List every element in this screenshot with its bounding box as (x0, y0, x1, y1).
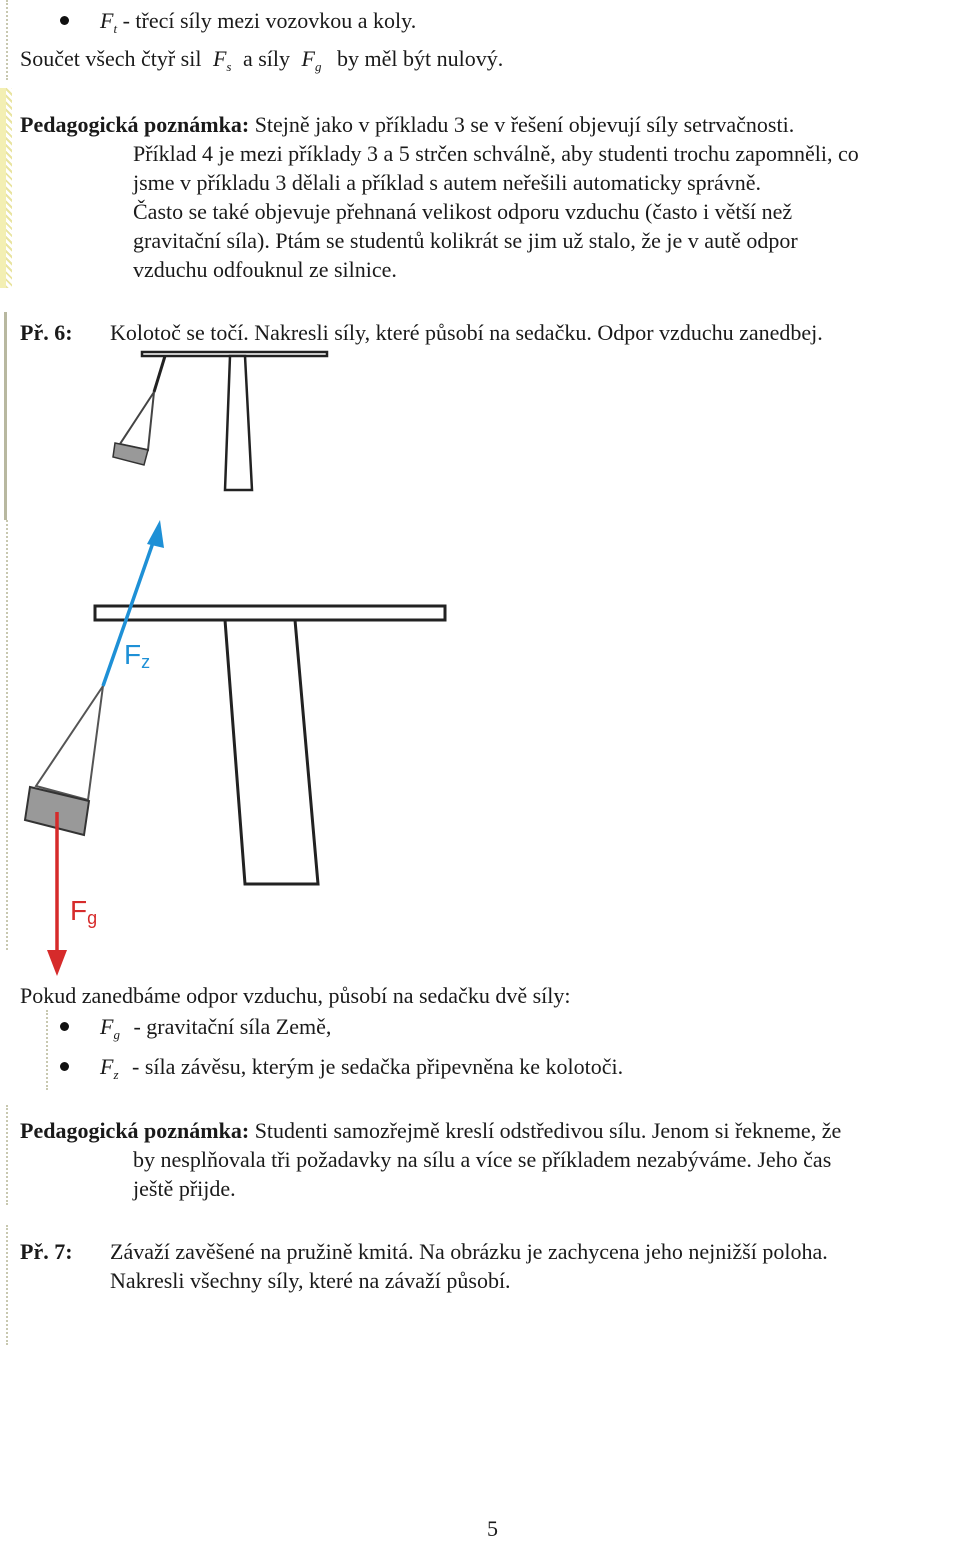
note-label: Pedagogická poznámka: (20, 1118, 250, 1143)
sum-suffix: by měl být nulový. (337, 46, 504, 71)
answer-item-fg (100, 1012, 331, 1049)
bullet (60, 16, 69, 25)
force-subscript: g (315, 59, 322, 74)
seat-hanger (120, 392, 154, 450)
margin-marker (6, 1225, 8, 1345)
force-symbol: F (100, 1014, 114, 1039)
bullet-item-ft (100, 6, 416, 43)
note-line: Stejně jako v příkladu 3 se v řešení objevují síly setrvačnosti. (254, 112, 795, 137)
force-symbol: F (301, 46, 315, 71)
carousel-diagram-small (0, 340, 340, 500)
bullet (60, 1062, 69, 1071)
bullet-text: - třecí síly mezi vozovkou a koly. (117, 8, 417, 33)
fz-label: Fz (124, 639, 151, 672)
example-label: Př. 6: (20, 320, 73, 345)
note-line: gravitační síla). Ptám se studentů kolikrát se jim už stalo, že je v autě odpor (133, 228, 798, 253)
margin-marker (6, 0, 8, 80)
force-subscript: g (113, 1027, 120, 1042)
note-line: ještě přijde. (133, 1176, 236, 1201)
force-subscript: t (113, 21, 118, 36)
seat-hanger (36, 686, 103, 800)
fg-label: Fg (70, 895, 98, 928)
example-text: Závaží zavěšené na pružině kmitá. Na obrázku je zachycena jeho nejnižší poloha. (110, 1239, 828, 1264)
note-line: Často se také objevuje přehnaná velikost odporu vzduchu (často i větší než (133, 199, 793, 224)
carousel-diagram-forces (0, 510, 480, 980)
margin-marker (6, 1105, 8, 1205)
force-symbol: F (212, 46, 227, 71)
answer-intro: Pokud zanedbáme odpor vzduchu, působí na sedačku dvě síly: (20, 983, 571, 1008)
sum-mid: a síly (242, 46, 291, 71)
note-line: by nesplňovala tři požadavky na sílu a více se příkladem nezabýváme. Jeho čas (133, 1147, 832, 1172)
example-text: Nakresli všechny síly, které na závaží působí. (110, 1268, 511, 1293)
force-subscript: s (226, 59, 232, 74)
force-symbol: F (100, 1054, 114, 1079)
bullet (60, 1022, 69, 1031)
seat (113, 443, 148, 465)
fz-arrow-head (147, 520, 164, 548)
fg-arrow-head (47, 950, 67, 976)
margin-marker (0, 88, 12, 288)
answer-item-fz (100, 1052, 623, 1089)
answer-item-text: - síla závěsu, kterým je sedačka připevněna ke kolotoči. (132, 1054, 624, 1079)
note-line: Studenti samozřejmě kreslí odstředivou sílu. Jenom si řekneme, že (254, 1118, 842, 1143)
note-label: Pedagogická poznámka: (20, 112, 250, 137)
note-line: Příklad 4 je mezi příklady 3 a 5 strčen schválně, aby studenti trochu zapomněli, co (133, 141, 859, 166)
sum-sentence (20, 44, 503, 81)
carousel-arm (154, 356, 165, 392)
answer-item-text: - gravitační síla Země, (133, 1014, 332, 1039)
carousel-top-bar (95, 606, 445, 620)
example-label: Př. 7: (20, 1239, 73, 1264)
example-text: Kolotoč se točí. Nakresli síly, které působí na sedačku. Odpor vzduchu zanedbej. (110, 320, 823, 345)
force-symbol: F (100, 8, 114, 33)
page-number: 5 (487, 1516, 498, 1541)
carousel-pole (225, 356, 252, 490)
carousel-pole (225, 620, 318, 884)
force-subscript: z (113, 1067, 119, 1082)
note-line: vzduchu odfouknul ze silnice. (133, 257, 397, 282)
note-line: jsme v příkladu 3 dělali a příklad s autem neřešili automaticky správně. (133, 170, 762, 195)
pedagogical-note-1 (20, 110, 794, 139)
margin-marker (46, 1010, 48, 1090)
pedagogical-note-2 (20, 1116, 841, 1145)
sum-prefix: Součet všech čtyř sil (20, 46, 202, 71)
